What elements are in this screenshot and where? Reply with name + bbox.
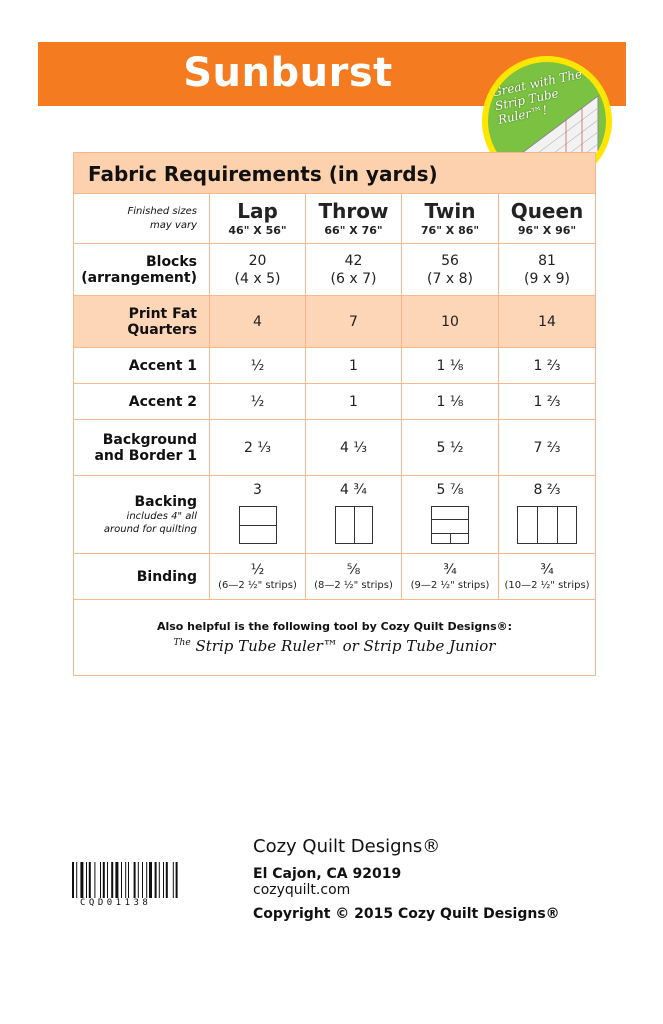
backing-diagram bbox=[431, 506, 469, 544]
value: 1 ⅛ bbox=[436, 393, 464, 410]
label-line: Print Fat bbox=[128, 305, 197, 322]
background-queen bbox=[498, 420, 595, 475]
print-fat-twin bbox=[401, 296, 498, 347]
barcode-bar bbox=[146, 862, 147, 898]
backing-twin bbox=[401, 476, 498, 553]
value: (9 x 9) bbox=[524, 270, 570, 287]
accent1-label bbox=[74, 348, 209, 383]
backing-queen bbox=[498, 476, 595, 553]
label-line: Background bbox=[102, 431, 197, 448]
accent2-throw bbox=[305, 384, 401, 419]
barcode-bar bbox=[138, 862, 139, 898]
size-name: Queen bbox=[510, 199, 584, 223]
barcode-icon bbox=[72, 862, 210, 898]
strips: (6—2 ½" strips) bbox=[218, 579, 297, 591]
background-twin bbox=[401, 420, 498, 475]
label-line: Backing bbox=[134, 493, 197, 510]
value: ½ bbox=[250, 393, 265, 410]
company-website[interactable]: cozyquilt.com bbox=[253, 882, 351, 898]
label-line: Quarters bbox=[127, 321, 197, 338]
size-throw bbox=[305, 194, 401, 243]
blocks-queen bbox=[498, 244, 595, 295]
blocks-label bbox=[74, 244, 209, 295]
barcode-bar bbox=[89, 862, 91, 898]
size-lap bbox=[209, 194, 305, 243]
value: 4 ⅓ bbox=[340, 439, 367, 456]
tools-the: The bbox=[173, 638, 191, 648]
print-fat-lap bbox=[209, 296, 305, 347]
value: (7 x 8) bbox=[427, 270, 473, 287]
binding-row bbox=[74, 553, 595, 599]
value: 20 bbox=[248, 252, 267, 269]
barcode-bar bbox=[86, 862, 87, 898]
barcode-bar bbox=[76, 862, 77, 898]
value: 14 bbox=[538, 313, 556, 330]
barcode-bar bbox=[134, 862, 136, 898]
blocks-lap bbox=[209, 244, 305, 295]
barcode-bar bbox=[125, 862, 126, 898]
value: 4 ¾ bbox=[340, 482, 367, 498]
table-heading bbox=[74, 153, 595, 193]
barcode-bar bbox=[115, 862, 118, 898]
size-name: Throw bbox=[318, 199, 389, 223]
barcode-bar bbox=[163, 862, 164, 898]
value: (4 x 5) bbox=[234, 270, 281, 287]
barcode-number: CQD01138 bbox=[80, 898, 152, 908]
value: ⅝ bbox=[346, 561, 361, 578]
value: 2 ⅓ bbox=[244, 439, 271, 456]
barcode-bar bbox=[149, 862, 152, 898]
print-fat-throw bbox=[305, 296, 401, 347]
value: 7 ⅔ bbox=[533, 439, 561, 456]
accent1-row bbox=[74, 347, 595, 383]
size-queen bbox=[498, 194, 595, 243]
barcode-bar bbox=[155, 862, 157, 898]
backing-diagram bbox=[517, 506, 577, 544]
label-line: and Border 1 bbox=[94, 447, 197, 464]
label-line: Accent 2 bbox=[128, 393, 197, 410]
binding-throw bbox=[305, 554, 401, 599]
binding-twin bbox=[401, 554, 498, 599]
value: 4 bbox=[253, 313, 262, 330]
binding-lap bbox=[209, 554, 305, 599]
binding-queen bbox=[498, 554, 595, 599]
barcode-bar bbox=[166, 862, 168, 898]
barcode-bar bbox=[72, 862, 74, 898]
accent1-throw bbox=[305, 348, 401, 383]
backing-note: includes 4" all around for quilting bbox=[103, 510, 197, 535]
helpful-tools bbox=[74, 599, 595, 675]
value: 42 bbox=[344, 252, 363, 269]
value: (6 x 7) bbox=[330, 270, 377, 287]
value: 1 bbox=[349, 393, 358, 410]
background-label bbox=[74, 420, 209, 475]
accent2-queen bbox=[498, 384, 595, 419]
barcode-bar bbox=[103, 862, 105, 898]
barcode-bar bbox=[100, 862, 101, 898]
barcode-bar bbox=[173, 862, 174, 898]
size-note-cell bbox=[74, 194, 209, 243]
accent2-lap bbox=[209, 384, 305, 419]
print-fat-queen bbox=[498, 296, 595, 347]
pattern-title: Sunburst bbox=[183, 50, 393, 96]
print-fat-label bbox=[74, 296, 209, 347]
value: 5 ½ bbox=[436, 439, 464, 456]
background-throw bbox=[305, 420, 401, 475]
backing-lap bbox=[209, 476, 305, 553]
fabric-requirements-table bbox=[73, 152, 596, 676]
accent1-twin bbox=[401, 348, 498, 383]
background-lap bbox=[209, 420, 305, 475]
blocks-twin bbox=[401, 244, 498, 295]
value: ½ bbox=[250, 561, 265, 578]
value: 3 bbox=[253, 482, 262, 498]
helpful-text: Also helpful is the following tool by Cozy Quilt Designs®: bbox=[156, 620, 513, 633]
blocks-throw bbox=[305, 244, 401, 295]
label-line: Accent 1 bbox=[128, 357, 197, 374]
barcode-bar bbox=[159, 862, 160, 898]
value: 1 ⅛ bbox=[436, 357, 464, 374]
background-row bbox=[74, 419, 595, 475]
value: 1 bbox=[349, 357, 358, 374]
size-name: Lap bbox=[237, 199, 278, 223]
size-name: Twin bbox=[424, 199, 476, 223]
backing-throw bbox=[305, 476, 401, 553]
print-fat-row bbox=[74, 295, 595, 347]
value: ¾ bbox=[540, 561, 554, 578]
backing-row bbox=[74, 475, 595, 553]
barcode-bar bbox=[111, 862, 113, 898]
size-dims: 96" X 96" bbox=[517, 224, 577, 237]
strips: (9—2 ½" strips) bbox=[410, 579, 490, 591]
binding-label bbox=[74, 554, 209, 599]
value: 1 ⅔ bbox=[533, 357, 561, 374]
value: 10 bbox=[441, 313, 459, 330]
barcode-bar bbox=[94, 862, 95, 898]
value: 1 ⅔ bbox=[533, 393, 561, 410]
accent1-queen bbox=[498, 348, 595, 383]
value: 5 ⅞ bbox=[436, 482, 464, 498]
backing-label bbox=[74, 476, 209, 553]
strips: (10—2 ½" strips) bbox=[504, 579, 590, 591]
table-heading-text: Fabric Requirements (in yards) bbox=[88, 162, 438, 186]
strips: (8—2 ½" strips) bbox=[314, 579, 393, 591]
label-line: Blocks bbox=[145, 253, 197, 270]
backing-diagram bbox=[335, 506, 373, 544]
barcode-bar bbox=[121, 862, 122, 898]
value: ¾ bbox=[443, 561, 457, 578]
barcode-bar bbox=[128, 862, 129, 898]
backing-diagram bbox=[239, 506, 277, 544]
size-note: Finished sizes may vary bbox=[127, 205, 197, 231]
company-name: Cozy Quilt Designs® bbox=[253, 836, 441, 857]
label-line: (arrangement) bbox=[81, 269, 197, 286]
copyright: Copyright © 2015 Cozy Quilt Designs® bbox=[253, 906, 560, 922]
size-dims: 66" X 76" bbox=[324, 224, 383, 237]
size-twin bbox=[401, 194, 498, 243]
barcode-bar bbox=[80, 862, 83, 898]
accent1-lap bbox=[209, 348, 305, 383]
size-dims: 76" X 86" bbox=[420, 224, 480, 237]
sizes-row bbox=[74, 193, 595, 243]
accent2-twin bbox=[401, 384, 498, 419]
value: ½ bbox=[250, 357, 265, 374]
barcode-bar bbox=[176, 862, 178, 898]
badge-text: Great with The Strip Tube Ruler™! bbox=[490, 66, 584, 127]
value: 56 bbox=[441, 252, 459, 269]
size-dims: 46" X 56" bbox=[228, 224, 287, 237]
accent2-row bbox=[74, 383, 595, 419]
blocks-row bbox=[74, 243, 595, 295]
label-line: Binding bbox=[136, 568, 197, 585]
company-address: El Cajon, CA 92019 bbox=[253, 866, 402, 882]
barcode-bar bbox=[107, 862, 108, 898]
value: 7 bbox=[349, 313, 358, 330]
value: 81 bbox=[538, 252, 556, 269]
tools-line bbox=[74, 637, 595, 655]
accent2-label bbox=[74, 384, 209, 419]
barcode-bar bbox=[142, 862, 143, 898]
tools-text: Strip Tube Ruler™ or Strip Tube Junior bbox=[195, 637, 496, 655]
value: 8 ⅔ bbox=[533, 482, 561, 498]
